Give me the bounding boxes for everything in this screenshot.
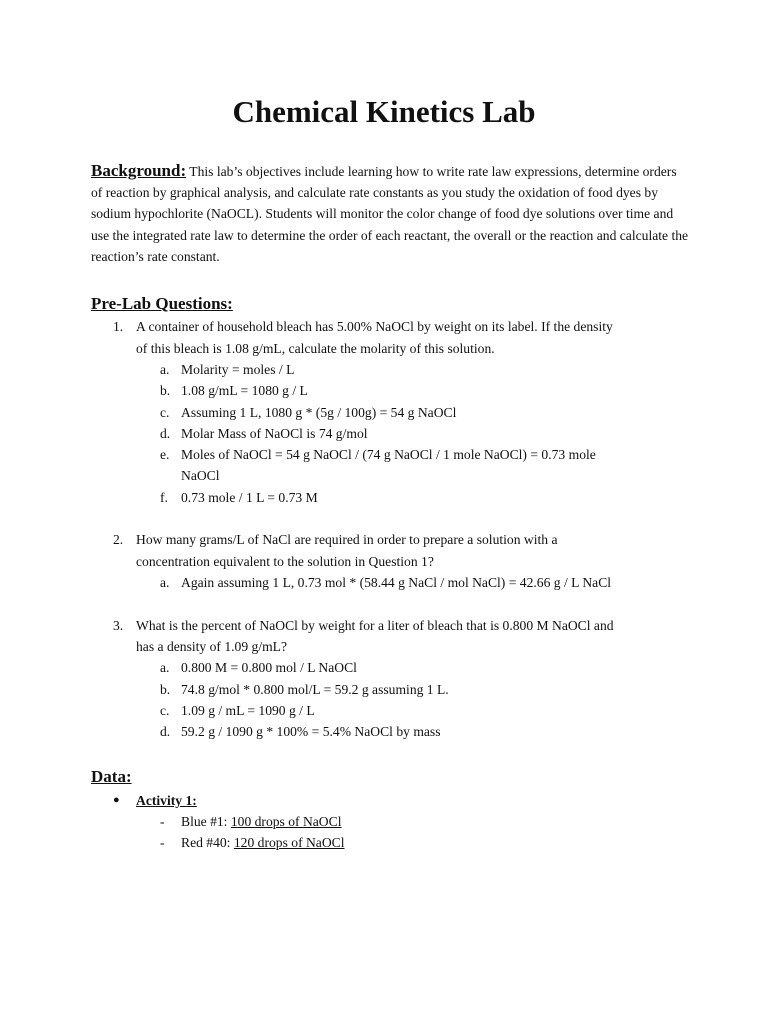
activity-label: Activity 1: xyxy=(136,793,197,808)
question-1-continued xyxy=(0,338,768,359)
answer-text: Moles of NaOCl = 54 g NaOCl / (74 g NaOCl / 1 mole NaOCl) = 0.73 mole xyxy=(181,447,596,462)
activity-1-bullet xyxy=(0,790,768,811)
answer-letter: b. xyxy=(160,682,171,697)
answer-letter: a. xyxy=(160,362,170,377)
dash-icon: - xyxy=(160,814,165,829)
answer-3a xyxy=(0,657,768,678)
data-item-value: 120 drops of NaOCl xyxy=(233,835,345,850)
answer-1a xyxy=(0,359,768,380)
question-text: of this bleach is 1.08 g/mL, calculate the molarity of this solution. xyxy=(136,341,495,356)
answer-3d xyxy=(0,721,768,742)
bullet-icon: ● xyxy=(113,794,120,806)
page-title: Chemical Kinetics Lab xyxy=(232,94,536,129)
answer-letter: b. xyxy=(160,383,171,398)
question-text: What is the percent of NaOCl by weight for a liter of bleach that is 0.800 M NaOCl and xyxy=(136,618,614,633)
data-item-text xyxy=(181,811,341,832)
answer-text: Assuming 1 L, 1080 g * (5g / 100g) = 54 g NaOCl xyxy=(181,405,457,420)
data-item-value: 100 drops of NaOCl xyxy=(230,814,342,829)
data-item-label: Blue #1: xyxy=(181,814,231,829)
question-3-continued xyxy=(0,636,768,657)
answer-text: 1.09 g / mL = 1090 g / L xyxy=(181,703,315,718)
answer-2a xyxy=(0,572,768,593)
answer-text: 59.2 g / 1090 g * 100% = 5.4% NaOCl by mass xyxy=(181,724,441,739)
answer-letter: a. xyxy=(160,660,170,675)
answer-text: Again assuming 1 L, 0.73 mol * (58.44 g NaCl / mol NaCl) = 42.66 g / L NaCl xyxy=(181,575,612,590)
question-number: 2. xyxy=(113,532,124,547)
prelab-heading: Pre-Lab Questions: xyxy=(91,294,233,313)
answer-1b xyxy=(0,380,768,401)
dash-icon: - xyxy=(160,835,165,850)
answer-letter: c. xyxy=(160,703,170,718)
answer-3b xyxy=(0,679,768,700)
question-3 xyxy=(0,615,768,636)
data-item-red xyxy=(0,832,768,853)
question-2-continued xyxy=(0,551,768,572)
answer-letter: f. xyxy=(160,490,168,505)
answer-1c xyxy=(0,402,768,423)
data-item-blue xyxy=(0,811,768,832)
question-number: 1. xyxy=(113,319,124,334)
answer-1f xyxy=(0,487,768,508)
data-heading: Data: xyxy=(91,767,132,786)
answer-text: NaOCl xyxy=(181,468,220,483)
answer-text: 1.08 g/mL = 1080 g / L xyxy=(181,383,308,398)
data-item-label: Red #40: xyxy=(181,835,234,850)
answer-text: Molarity = moles / L xyxy=(181,362,295,377)
answer-letter: d. xyxy=(160,724,171,739)
answer-text: Molar Mass of NaOCl is 74 g/mol xyxy=(181,426,368,441)
question-text: concentration equivalent to the solution in Question 1? xyxy=(136,554,434,569)
answer-text: 0.73 mole / 1 L = 0.73 M xyxy=(181,490,318,505)
background-paragraph xyxy=(91,160,691,267)
question-number: 3. xyxy=(113,618,124,633)
background-heading: Background: xyxy=(91,161,187,180)
answer-text: 0.800 M = 0.800 mol / L NaOCl xyxy=(181,660,357,675)
answer-letter: e. xyxy=(160,447,170,462)
answer-1e-continued xyxy=(0,465,768,486)
question-text: has a density of 1.09 g/mL? xyxy=(136,639,288,654)
answer-text: 74.8 g/mol * 0.800 mol/L = 59.2 g assuming 1 L. xyxy=(181,682,449,697)
answer-1e xyxy=(0,444,768,465)
question-1 xyxy=(0,316,768,337)
background-text: This lab’s objectives include learning how to write rate law expressions, determine orders of reaction by graphical analysis, and calculate rate constants as you study the oxidation of food dyes by sodium hypochlorite (NaOCL). Students will monitor the color change of food dye solutions over time and use the integrated rate law to determine the order of each reactant, the overall or the reaction and calculate the reaction’s rate constant. xyxy=(91,164,689,264)
answer-3c xyxy=(0,700,768,721)
answer-letter: a. xyxy=(160,575,170,590)
question-text: A container of household bleach has 5.00% NaOCl by weight on its label. If the density xyxy=(136,319,613,334)
data-item-text xyxy=(181,832,345,853)
answer-letter: d. xyxy=(160,426,171,441)
answer-1d xyxy=(0,423,768,444)
question-2 xyxy=(0,529,768,550)
answer-letter: c. xyxy=(160,405,170,420)
question-text: How many grams/L of NaCl are required in order to prepare a solution with a xyxy=(136,532,558,547)
